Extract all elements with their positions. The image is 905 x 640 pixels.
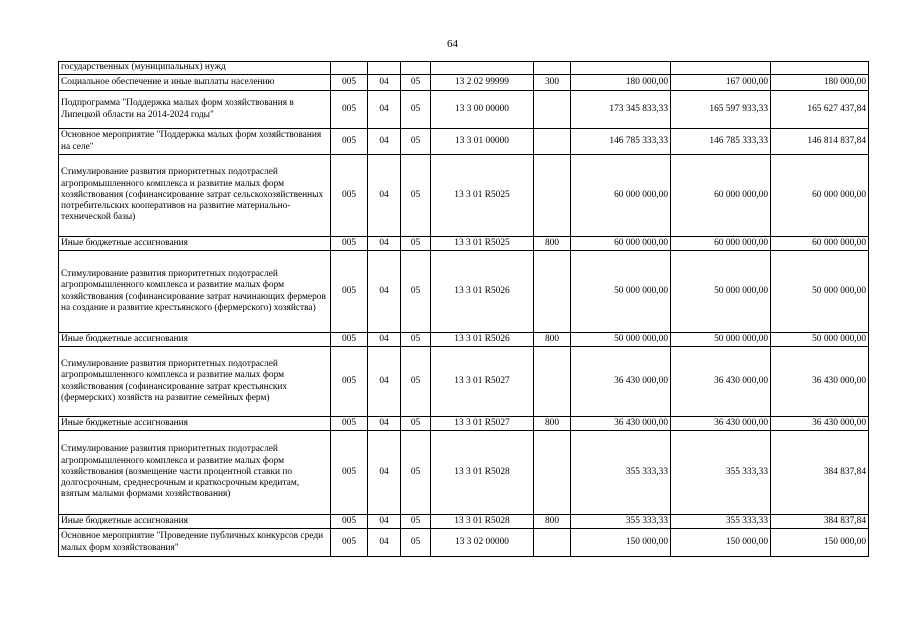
- row-name-cell: Стимулирование развития приоритетных подотраслей агропромышленного комплекса и развитие малых форм хозяйствования (софинансирование затрат начинающих фермеров на создание и развитие крестьянского (фермерского) хозяйства): [59, 251, 331, 333]
- sum-year-2-cell: 50 000 000,00: [671, 333, 771, 347]
- subsection-cell: 05: [401, 431, 431, 515]
- sum-year-2-cell: 36 430 000,00: [671, 417, 771, 431]
- table-row: [59, 431, 869, 515]
- ved-cell: 005: [331, 75, 368, 91]
- ved-cell: 005: [331, 91, 368, 129]
- target-article-cell: 13 3 01 R5027: [431, 417, 534, 431]
- target-article-cell: 13 2 02 99999: [431, 75, 534, 91]
- row-name-cell: Иные бюджетные ассигнования: [59, 333, 331, 347]
- target-article-cell: 13 3 01 R5026: [431, 251, 534, 333]
- subsection-cell: 05: [401, 347, 431, 417]
- sum-year-3-cell: 60 000 000,00: [771, 237, 869, 251]
- section-cell: 04: [368, 529, 401, 557]
- subsection-cell: 05: [401, 515, 431, 529]
- subsection-cell: 05: [401, 237, 431, 251]
- section-cell: 04: [368, 155, 401, 237]
- section-cell: 04: [368, 91, 401, 129]
- subsection-cell: [401, 62, 431, 75]
- sum-year-3-cell: 180 000,00: [771, 75, 869, 91]
- ved-cell: 005: [331, 529, 368, 557]
- sum-year-2-cell: 355 333,33: [671, 515, 771, 529]
- subsection-cell: 05: [401, 417, 431, 431]
- ved-cell: [331, 62, 368, 75]
- sum-year-1-cell: 50 000 000,00: [571, 333, 671, 347]
- expense-type-cell: 800: [534, 333, 571, 347]
- ved-cell: 005: [331, 333, 368, 347]
- subsection-cell: 05: [401, 91, 431, 129]
- row-name-cell: Иные бюджетные ассигнования: [59, 237, 331, 251]
- target-article-cell: [431, 62, 534, 75]
- row-name-cell: Социальное обеспечение и иные выплаты населению: [59, 75, 331, 91]
- section-cell: 04: [368, 347, 401, 417]
- sum-year-1-cell: 150 000,00: [571, 529, 671, 557]
- sum-year-2-cell: 165 597 933,33: [671, 91, 771, 129]
- ved-cell: 005: [331, 515, 368, 529]
- sum-year-3-cell: 384 837,84: [771, 431, 869, 515]
- target-article-cell: 13 3 01 R5026: [431, 333, 534, 347]
- ved-cell: 005: [331, 417, 368, 431]
- expense-type-cell: [534, 251, 571, 333]
- sum-year-3-cell: 50 000 000,00: [771, 333, 869, 347]
- expense-type-cell: [534, 129, 571, 155]
- sum-year-1-cell: 355 333,33: [571, 431, 671, 515]
- section-cell: 04: [368, 237, 401, 251]
- row-name-cell: Стимулирование развития приоритетных подотраслей агропромышленного комплекса и развитие малых форм хозяйствования (возмещение части процентной ставки по долгосрочным, среднесрочным и краткосрочным кредитам, взятым малыми формами хозяйствования): [59, 431, 331, 515]
- sum-year-1-cell: 50 000 000,00: [571, 251, 671, 333]
- sum-year-3-cell: 150 000,00: [771, 529, 869, 557]
- section-cell: 04: [368, 515, 401, 529]
- sum-year-3-cell: [771, 62, 869, 75]
- section-cell: [368, 62, 401, 75]
- subsection-cell: 05: [401, 129, 431, 155]
- table-row: [59, 417, 869, 431]
- expense-type-cell: 800: [534, 515, 571, 529]
- subsection-cell: 05: [401, 251, 431, 333]
- table-row: [59, 155, 869, 237]
- ved-cell: 005: [331, 251, 368, 333]
- section-cell: 04: [368, 417, 401, 431]
- section-cell: 04: [368, 129, 401, 155]
- row-name-cell: государственных (муниципальных) нужд: [59, 62, 331, 75]
- expense-type-cell: 800: [534, 417, 571, 431]
- target-article-cell: 13 3 00 00000: [431, 91, 534, 129]
- ved-cell: 005: [331, 237, 368, 251]
- row-name-cell: Иные бюджетные ассигнования: [59, 515, 331, 529]
- ved-cell: 005: [331, 431, 368, 515]
- sum-year-1-cell: 355 333,33: [571, 515, 671, 529]
- ved-cell: 005: [331, 129, 368, 155]
- sum-year-3-cell: 384 837,84: [771, 515, 869, 529]
- table-row: [59, 333, 869, 347]
- ved-cell: 005: [331, 155, 368, 237]
- row-name-cell: Подпрограмма "Поддержка малых форм хозяйствования в Липецкой области на 2014-2024 годы": [59, 91, 331, 129]
- sum-year-1-cell: 180 000,00: [571, 75, 671, 91]
- sum-year-1-cell: 60 000 000,00: [571, 237, 671, 251]
- sum-year-2-cell: 60 000 000,00: [671, 155, 771, 237]
- table-row: [59, 515, 869, 529]
- expense-type-cell: [534, 431, 571, 515]
- table-row: [59, 75, 869, 91]
- sum-year-1-cell: 36 430 000,00: [571, 347, 671, 417]
- target-article-cell: 13 3 02 00000: [431, 529, 534, 557]
- sum-year-1-cell: 36 430 000,00: [571, 417, 671, 431]
- expense-type-cell: [534, 91, 571, 129]
- sum-year-2-cell: 36 430 000,00: [671, 347, 771, 417]
- subsection-cell: 05: [401, 333, 431, 347]
- section-cell: 04: [368, 431, 401, 515]
- sum-year-1-cell: 146 785 333,33: [571, 129, 671, 155]
- sum-year-1-cell: 60 000 000,00: [571, 155, 671, 237]
- table-row: [59, 91, 869, 129]
- expense-type-cell: [534, 155, 571, 237]
- page-number: 64: [447, 38, 458, 50]
- subsection-cell: 05: [401, 529, 431, 557]
- sum-year-3-cell: 36 430 000,00: [771, 347, 869, 417]
- table-row: [59, 529, 869, 557]
- target-article-cell: 13 3 01 R5025: [431, 155, 534, 237]
- row-name-cell: Стимулирование развития приоритетных подотраслей агропромышленного комплекса и развитие малых форм хозяйствования (софинансирование затрат сельскохозяйственных потребительских кооперативов на развитие материально-технической базы): [59, 155, 331, 237]
- expense-type-cell: [534, 62, 571, 75]
- sum-year-3-cell: 36 430 000,00: [771, 417, 869, 431]
- target-article-cell: 13 3 01 R5027: [431, 347, 534, 417]
- sum-year-3-cell: 146 814 837,84: [771, 129, 869, 155]
- sum-year-2-cell: 50 000 000,00: [671, 251, 771, 333]
- section-cell: 04: [368, 333, 401, 347]
- table-row: [59, 347, 869, 417]
- sum-year-2-cell: [671, 62, 771, 75]
- table-row: [59, 237, 869, 251]
- sum-year-2-cell: 60 000 000,00: [671, 237, 771, 251]
- row-name-cell: Иные бюджетные ассигнования: [59, 417, 331, 431]
- target-article-cell: 13 3 01 R5025: [431, 237, 534, 251]
- expense-type-cell: [534, 347, 571, 417]
- sum-year-2-cell: 146 785 333,33: [671, 129, 771, 155]
- row-name-cell: Основное мероприятие "Проведение публичных конкурсов среди малых форм хозяйствования": [59, 529, 331, 557]
- expense-type-cell: 800: [534, 237, 571, 251]
- sum-year-1-cell: [571, 62, 671, 75]
- sum-year-3-cell: 60 000 000,00: [771, 155, 869, 237]
- table-row: [59, 251, 869, 333]
- target-article-cell: 13 3 01 R5028: [431, 431, 534, 515]
- section-cell: 04: [368, 75, 401, 91]
- sum-year-3-cell: 165 627 437,84: [771, 91, 869, 129]
- row-name-cell: Стимулирование развития приоритетных подотраслей агропромышленного комплекса и развитие малых форм хозяйствования (софинансирование затрат крестьянских (фермерских) хозяйств на развитие семейных ферм): [59, 347, 331, 417]
- sum-year-2-cell: 355 333,33: [671, 431, 771, 515]
- subsection-cell: 05: [401, 75, 431, 91]
- expense-type-cell: [534, 529, 571, 557]
- sum-year-2-cell: 150 000,00: [671, 529, 771, 557]
- table-row: [59, 129, 869, 155]
- sum-year-3-cell: 50 000 000,00: [771, 251, 869, 333]
- target-article-cell: 13 3 01 00000: [431, 129, 534, 155]
- sum-year-2-cell: 167 000,00: [671, 75, 771, 91]
- sum-year-1-cell: 173 345 833,33: [571, 91, 671, 129]
- section-cell: 04: [368, 251, 401, 333]
- budget-table: [58, 61, 869, 557]
- subsection-cell: 05: [401, 155, 431, 237]
- expense-type-cell: 300: [534, 75, 571, 91]
- ved-cell: 005: [331, 347, 368, 417]
- table-row: [59, 62, 869, 75]
- row-name-cell: Основное мероприятие "Поддержка малых форм хозяйствования на селе": [59, 129, 331, 155]
- target-article-cell: 13 3 01 R5028: [431, 515, 534, 529]
